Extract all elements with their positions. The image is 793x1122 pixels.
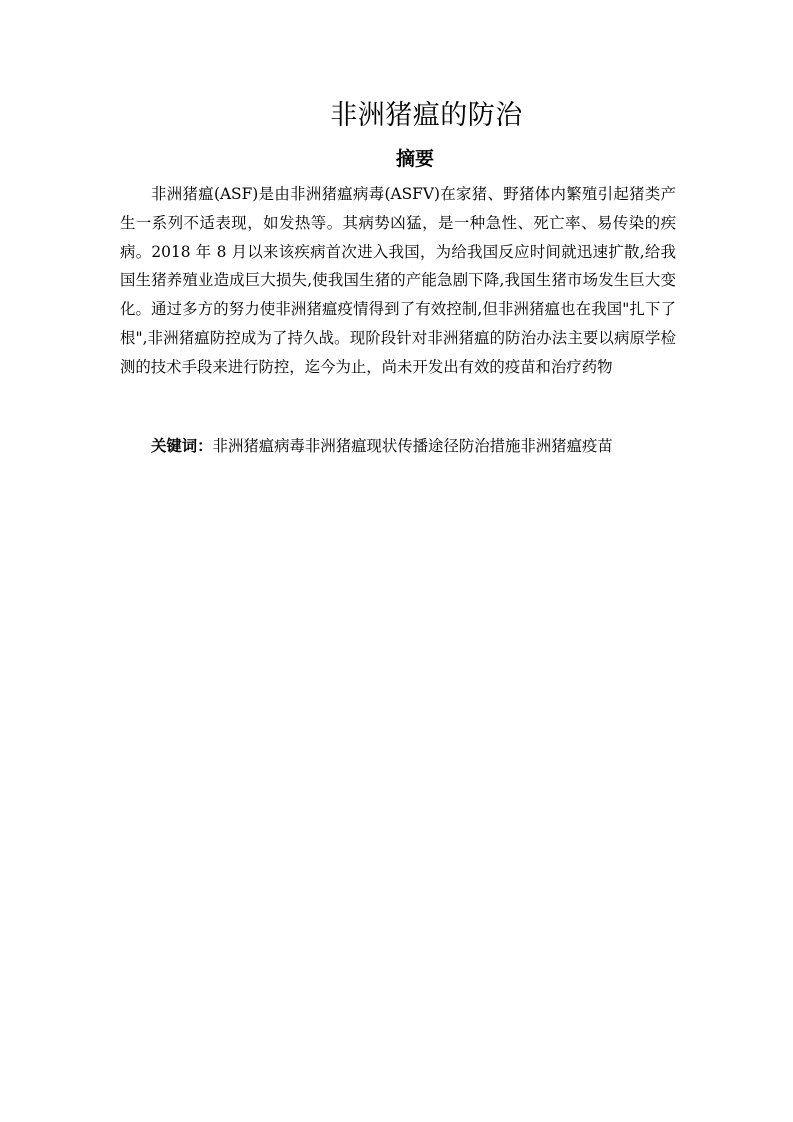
abstract-heading: 摘要 — [395, 148, 434, 170]
abstract-paragraph: 非洲猪瘟(ASF)是由非洲猪瘟病毒(ASFV)在家猪、野猪体内繁殖引起猪类产生一系列不适表现，如发热等。其病势凶猛，是一种急性、死亡率、易传染的疾病。2018 年 8 月以来该疾病首次进入我国，为给我国反应时间就迅速扩散,给我国生猪养殖业造成巨大损失,使我国生猪的产能急剧下降,我国生猪市场发生巨大变化。通过多方的努力使非洲猪瘟疫情得到了有效控制,但非洲猪瘟也在我国"扎下了根",非洲猪瘟防控成为了持久战。现阶段针对非洲猪瘟的防治办法主要以病原学检测的技术手段来进行防控，迄今为止，尚未开发出有效的疫苗和治疗药物 — [120, 185, 676, 376]
keywords-line — [151, 432, 691, 460]
keywords-label: 关键词： — [151, 437, 213, 455]
document-title: 非洲猪瘟的防治 — [330, 100, 523, 131]
keywords-text: 非洲猪瘟病毒非洲猪瘟现状传播途径防治措施非洲猪瘟疫苗 — [212, 437, 613, 455]
